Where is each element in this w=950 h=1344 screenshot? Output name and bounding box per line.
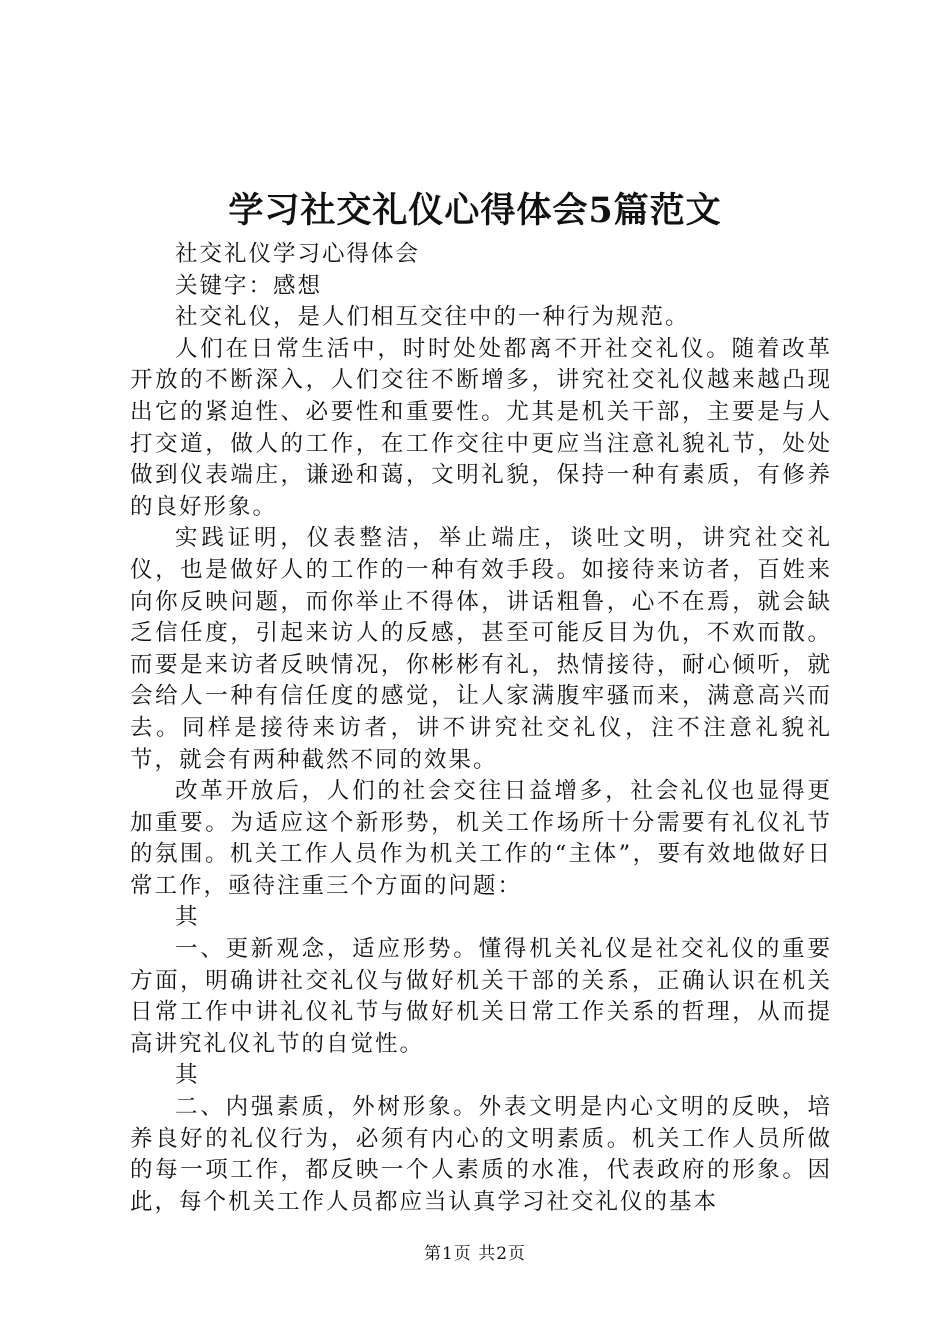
paragraph-keywords: 关键字：感想 bbox=[175, 272, 323, 299]
paragraph-fragment: 其 bbox=[175, 904, 200, 931]
paragraph: 社交礼仪，是人们相互交往中的一种行为规范。 bbox=[175, 304, 690, 331]
document-title: 学习社交礼仪心得体会5篇范文 bbox=[228, 190, 722, 231]
paragraph-subtitle: 社交礼仪学习心得体会 bbox=[175, 241, 421, 267]
paragraph: 改革开放后，人们的社会交往日益增多，社会礼仪也显得更加重要。为适应这个新形势，机关工作场所十分需要有礼仪礼节的氛围。机关工作人员作为机关工作的“主体”，要有效地做好日常工作，亟待注重三个方面的问题： bbox=[130, 778, 832, 899]
page-number-footer: 第1页 共2页 bbox=[423, 1244, 527, 1264]
paragraph: 一、更新观念，适应形势。懂得机关礼仪是社交礼仪的重要方面，明确讲社交礼仪与做好机关干部的关系，正确认识在机关日常工作中讲礼仪礼节与做好机关日常工作关系的哲理，从而提高讲究礼仪礼节的自觉性。 bbox=[130, 936, 832, 1057]
paragraph: 实践证明，仪表整洁，举止端庄，谈吐文明，讲究社交礼仪，也是做好人的工作的一种有效手段。如接待来访者，百姓来向你反映问题，而你举止不得体，讲话粗鲁，心不在焉，就会缺乏信任度，引起来访人的反感，甚至可能反目为仇，不欢而散。而要是来访者反映情况，你彬彬有礼，热情接待，耐心倾听，就会给人一种有信任度的感觉，让人家满腹牢骚而来，满意高兴而去。同样是接待来访者，讲不讲究社交礼仪，注不注意礼貌礼节，就会有两种截然不同的效果。 bbox=[130, 525, 832, 773]
paragraph: 人们在日常生活中，时时处处都离不开社交礼仪。随着改革开放的不断深入，人们交往不断增多，讲究社交礼仪越来越凸现出它的紧迫性、必要性和重要性。尤其是机关干部，主要是与人打交道，做人的工作，在工作交往中更应当注意礼貌礼节，处处做到仪表端庄，谦逊和蔼，文明礼貌，保持一种有素质，有修养的良好形象。 bbox=[130, 335, 832, 520]
paragraph: 二、内强素质，外树形象。外表文明是内心文明的反映，培养良好的礼仪行为，必须有内心的文明素质。机关工作人员所做的每一项工作，都反映一个人素质的水准，代表政府的形象。因此，每个机关工作人员都应当认真学习社交礼仪的基本 bbox=[130, 1094, 832, 1215]
paragraph-fragment: 其 bbox=[175, 1062, 200, 1089]
document-body bbox=[130, 239, 832, 1218]
